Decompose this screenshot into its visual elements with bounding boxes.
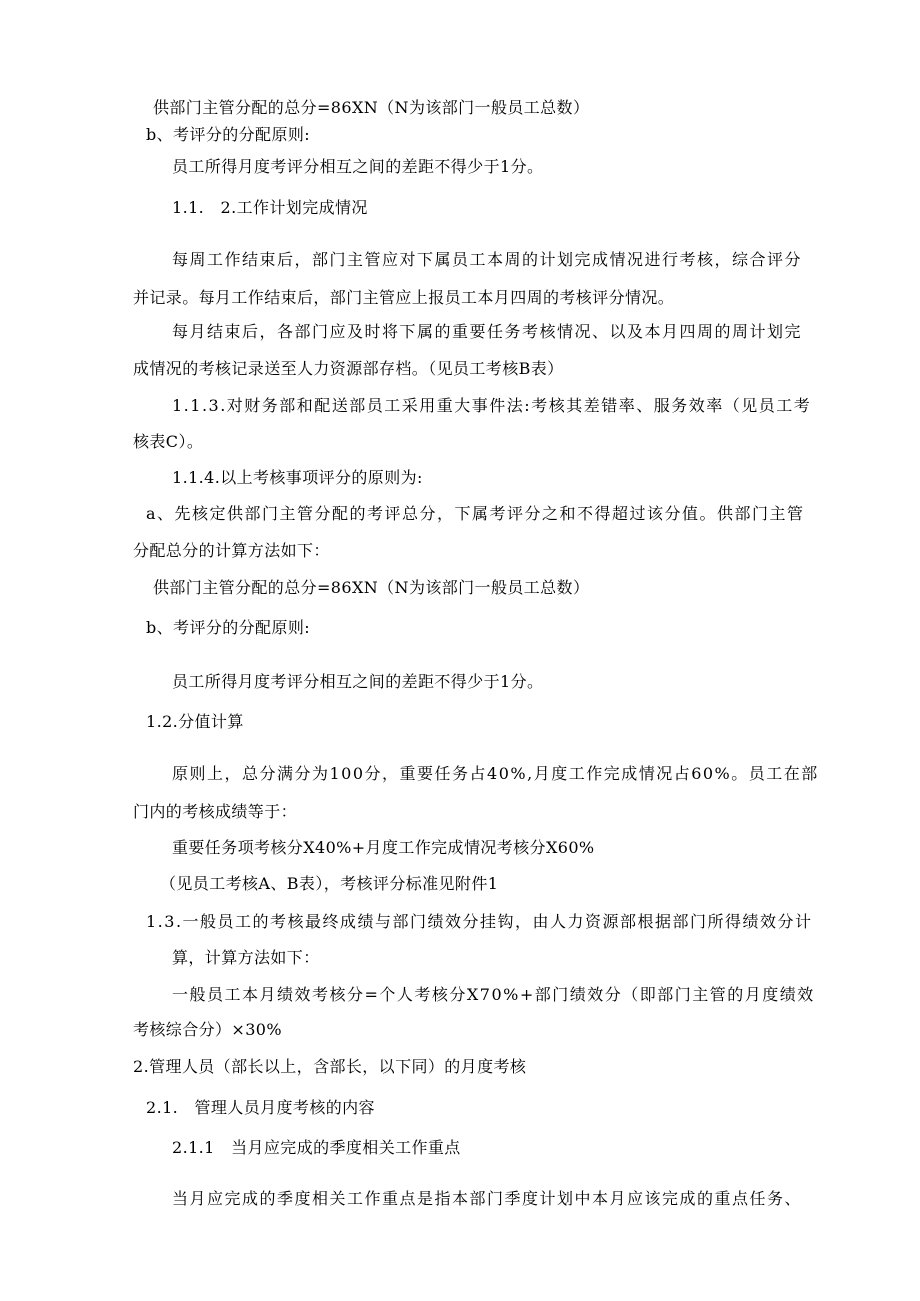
section-heading-1-1-4: 1.1.4.以上考核事项评分的原则为:	[172, 468, 423, 487]
paragraph-line: 原则上，总分满分为100分，重要任务占40%,月度工作完成情况占60%。员工在部	[172, 764, 819, 783]
section-heading-1-2: 1.2.分值计算	[146, 712, 244, 731]
text-line-principle-b: b、考评分的分配原则:	[146, 618, 311, 637]
section-heading-2: 2.管理人员（部长以上，含部长，以下同）的月度考核	[133, 1057, 527, 1076]
text-line-formula: 供部门主管分配的总分=86XN（N为该部门一般员工总数）	[153, 98, 590, 117]
paragraph-line: 每月结束后，各部门应及时将下属的重要任务考核情况、以及本月四周的周计划完	[172, 322, 803, 341]
paragraph-line: 成情况的考核记录送至人力资源部存档。（见员工考核B表）	[133, 359, 564, 378]
text-line-principle-b: b、考评分的分配原则:	[146, 125, 311, 144]
section-heading-1-3: 1.3.一般员工的考核最终成绩与部门绩效分挂钩，由人力资源部根据部门所得绩效分计	[146, 912, 813, 931]
section-heading-2-1-1: 2.1.1 当月应完成的季度相关工作重点	[172, 1138, 461, 1157]
text-line-difference-rule: 员工所得月度考评分相互之间的差距不得少于1分。	[172, 157, 544, 176]
section-heading-1-1-2: 1.1. 2.工作计划完成情况	[172, 198, 368, 217]
paragraph-line: a、先核定供部门主管分配的考评总分，下属考评分之和不得超过该分值。供部门主管	[146, 504, 805, 523]
text-line-formula: 供部门主管分配的总分=86XN（N为该部门一般员工总数）	[153, 578, 590, 597]
paragraph-line: 分配总分的计算方法如下：	[133, 541, 330, 560]
paragraph-line: （见员工考核A、B表），考核评分标准见附件1	[160, 874, 499, 893]
paragraph-line: 核表C）。	[133, 432, 204, 451]
paragraph-line: 并记录。每月工作结束后，部门主管应上报员工本月四周的考核评分情况。	[133, 288, 675, 307]
paragraph-line: 门内的考核成绩等于：	[133, 802, 298, 821]
text-line-difference-rule: 员工所得月度考评分相互之间的差距不得少于1分。	[172, 672, 544, 691]
text-line-score-formula: 重要任务项考核分X40%+月度工作完成情况考核分X60%	[172, 838, 595, 857]
paragraph-line: 考核综合分）×30%	[133, 1020, 282, 1039]
section-heading-2-1: 2.1. 管理人员月度考核的内容	[146, 1098, 375, 1117]
paragraph-line: 每周工作结束后，部门主管应对下属员工本周的计划完成情况进行考核，综合评分	[172, 250, 803, 269]
paragraph-line: 算，计算方法如下：	[172, 948, 320, 967]
section-heading-1-1-3: 1.1.3.对财务部和配送部员工采用重大事件法:考核其差错率、服务效率（见员工考	[172, 396, 812, 415]
paragraph-line: 当月应完成的季度相关工作重点是指本部门季度计划中本月应该完成的重点任务、	[172, 1189, 803, 1208]
text-line-performance-formula: 一般员工本月绩效考核分=个人考核分X70%+部门绩效分（即部门主管的月度绩效	[172, 985, 815, 1004]
